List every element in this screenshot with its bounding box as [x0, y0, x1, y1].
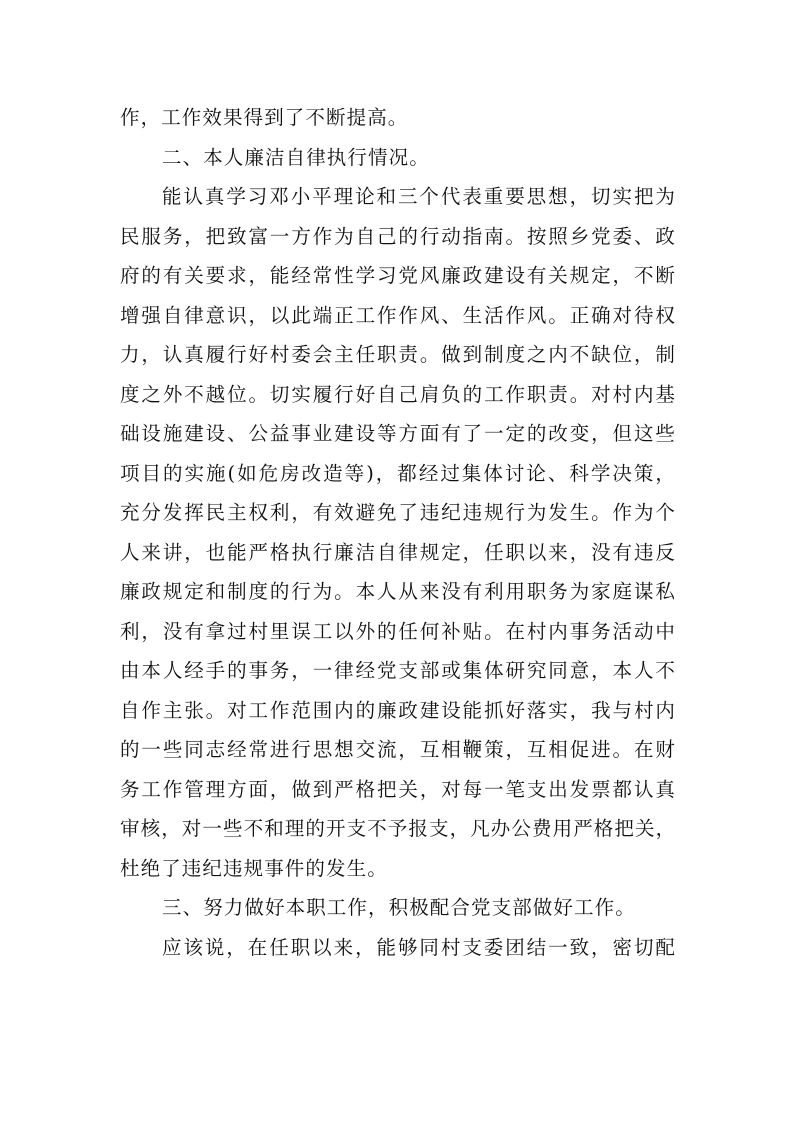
text-line: 廉政规定和制度的行为。本人从来没有利用职务为家庭谋私 — [120, 580, 676, 603]
text-line: 杜绝了违纪违规事件的发生。 — [120, 856, 388, 880]
paragraph — [120, 888, 676, 928]
text-line: 审核，对一些不和理的开支不予报支，凡办公费用严格把关， — [120, 817, 677, 840]
text-line: 应该说，在任职以来，能够同村支委团结一致，密切配 — [162, 935, 676, 959]
text-line: 充分发挥民主权利，有效避免了违纪违规行为发生。作为个 — [120, 501, 676, 524]
text-line: 由本人经手的事务，一律经党支部或集体研究同意，本人不 — [120, 659, 676, 682]
text-line: 作，工作效果得到了不断提高。 — [120, 106, 409, 129]
paragraph — [120, 928, 676, 968]
text-line: 利，没有拿过村里误工以外的任何补贴。在村内事务活动中 — [120, 619, 676, 643]
text-line: 自作主张。对工作范围内的廉政建设能抓好落实，我与村内 — [120, 698, 676, 722]
text-line: 人来讲，也能严格执行廉洁自律规定，任职以来，没有违反 — [120, 540, 676, 564]
paragraph — [120, 177, 676, 888]
paragraph — [120, 98, 676, 138]
text-line: 础设施建设、公益事业建设等方面有了一定的改变，但这些 — [120, 422, 676, 445]
text-line: 民服务，把致富一方作为自己的行动指南。按照乡党委、政 — [120, 224, 676, 248]
text-line: 的一些同志经常进行思想交流，互相鞭策，互相促进。在财 — [120, 738, 676, 761]
text-line: 度之外不越位。切实履行好自己肩负的工作职责。对村内基 — [120, 382, 676, 406]
text-line: 三、努力做好本职工作，积极配合党支部做好工作。 — [162, 896, 636, 919]
text-line: 二、本人廉洁自律执行情况。 — [162, 145, 430, 169]
text-line: 项目的实施(如危房改造等)，都经过集体讨论、科学决策， — [120, 461, 676, 485]
text-line: 务工作管理方面，做到严格把关，对每一笔支出发票都认真 — [120, 777, 676, 801]
paragraph — [120, 138, 676, 178]
text-line: 力，认真履行好村委会主任职责。做到制度之内不缺位，制 — [120, 343, 676, 366]
text-line: 增强自律意识，以此端正工作作风、生活作风。正确对待权 — [120, 303, 676, 327]
text-line: 府的有关要求，能经常性学习党风廉政建设有关规定，不断 — [120, 264, 676, 287]
body-text — [120, 98, 676, 967]
text-line: 能认真学习邓小平理论和三个代表重要思想，切实把为 — [162, 185, 676, 208]
